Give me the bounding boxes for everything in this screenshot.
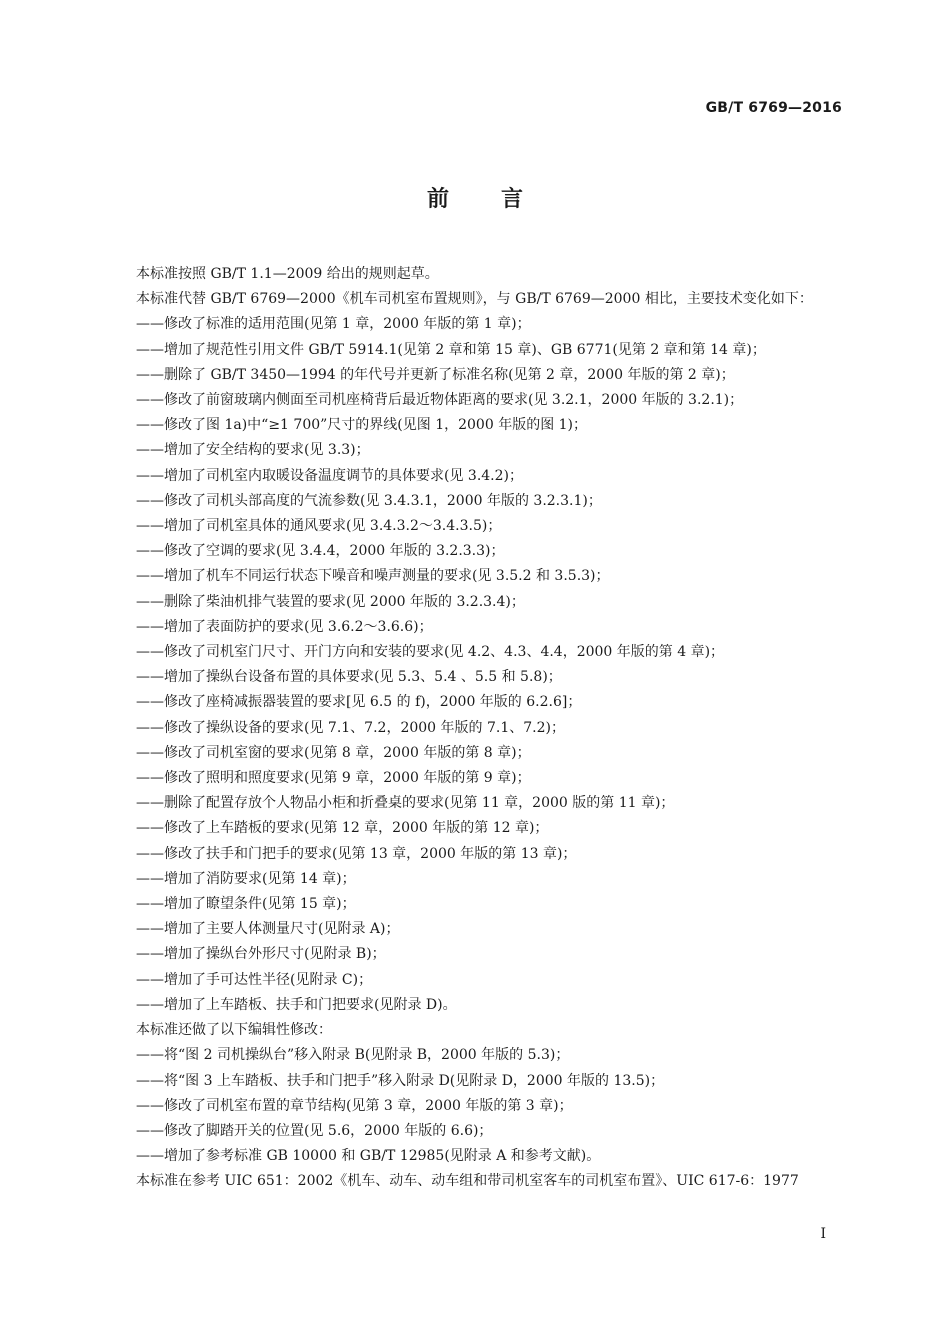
list-item: ——修改了脚踏开关的位置(见 5.6，2000 年版的 6.6)； [136,1122,493,1139]
page-title: 前言 [426,187,575,212]
list-item: ——修改了司机室布置的章节结构(见第 3 章，2000 年版的第 3 章)； [136,1097,573,1114]
list-item: ——增加了规范性引用文件 GB/T 5914.1(见第 2 章和第 15 章)、GB 6771(见第 2 章和第 14 章)； [136,341,766,358]
closing-paragraph: 本标准在参考 UIC 651：2002《机车、动车、动车组和带司机室客车的司机室布置》、UIC 617-6：1977 [136,1173,799,1190]
list-item: ——修改了图 1a)中“≥1 700”尺寸的界线(见图 1，2000 年版的图 1)； [136,417,588,434]
list-item: ——增加了上车踏板、扶手和门把要求(见附录 D)。 [136,996,457,1013]
paragraph-replacement: 本标准代替 GB/T 6769—2000《机车司机室布置规则》，与 GB/T 6769—2000 相比，主要技术变化如下： [136,291,813,308]
list-item: ——增加了操纵台外形尺寸(见附录 B)； [136,946,386,963]
list-item: ——增加了手可达性半径(见附录 C)； [136,971,373,988]
list-item: ——增加了司机室具体的通风要求(见 3.4.3.2～3.4.3.5)； [136,518,502,535]
list-item: ——增加了瞭望条件(见第 15 章)； [136,896,356,913]
list-item: ——修改了座椅减振器装置的要求[见 6.5 的 f)，2000 年版的 6.2.6]； [136,694,582,711]
list-item: ——修改了前窗玻璃内侧面至司机座椅背后最近物体距离的要求(见 3.2.1，2000 年版的 3.2.1)； [136,392,744,409]
list-item: ——修改了标准的适用范围(见第 1 章，2000 年版的第 1 章)； [136,316,531,333]
document-body [107,262,844,1195]
paragraph-drafting-rules: 本标准按照 GB/T 1.1—2009 给出的规则起草。 [136,266,439,282]
list-item: ——增加了机车不同运行状态下噪音和噪声测量的要求(见 3.5.2 和 3.5.3)； [136,568,610,585]
list-item: ——修改了照明和照度要求(见第 9 章，2000 年版的第 9 章)； [136,770,531,787]
list-item: ——修改了上车踏板的要求(见第 12 章，2000 年版的第 12 章)； [136,820,549,837]
list-item: ——增加了表面防护的要求(见 3.6.2～3.6.6)； [136,618,433,635]
list-item: ——增加了操纵台设备布置的具体要求(见 5.3、5.4 、5.5 和 5.8)； [136,669,562,686]
list-item: ——修改了扶手和门把手的要求(见第 13 章，2000 年版的第 13 章)； [136,845,577,862]
list-item: ——将“图 2 司机操纵台”移入附录 B(见附录 B，2000 年版的 5.3)； [136,1047,570,1064]
list-item: ——增加了消防要求(见第 14 章)； [136,870,356,887]
list-item: ——修改了司机室门尺寸、开门方向和安装的要求(见 4.2、4.3、4.4，2000 年版的第 4 章)； [136,644,725,661]
list-item: ——增加了安全结构的要求(见 3.3)； [136,442,370,459]
technical-changes-list [107,312,844,1018]
list-item: ——修改了操纵设备的要求(见 7.1、7.2，2000 年版的 7.1、7.2)； [136,719,565,736]
list-item: ——修改了空调的要求(见 3.4.4，2000 年版的 3.2.3.3)； [136,543,505,560]
list-item: ——删除了柴油机排气装置的要求(见 2000 年版的 3.2.3.4)； [136,593,525,610]
editorial-intro: 本标准还做了以下编辑性修改： [136,1022,332,1039]
list-item: ——增加了司机室内取暖设备温度调节的具体要求(见 3.4.2)； [136,467,523,484]
list-item: ——删除了配置存放个人物品小柜和折叠桌的要求(见第 11 章，2000 版的第 11 章)； [136,795,675,812]
list-item: ——修改了司机头部高度的气流参数(见 3.4.3.1，2000 年版的 3.2.3.1)； [136,492,602,509]
list-item: ——增加了主要人体测量尺寸(见附录 A)； [136,921,400,938]
page-number: I [820,1226,826,1242]
editorial-changes-list [107,1043,844,1169]
list-item: ——将“图 3 上车踏板、扶手和门把手”移入附录 D(见附录 D，2000 年版的 13.5)； [136,1072,665,1089]
list-item: ——修改了司机室窗的要求(见第 8 章，2000 年版的第 8 章)； [136,744,531,761]
list-item: ——删除了 GB/T 3450—1994 的年代号并更新了标准名称(见第 2 章，2000 年版的第 2 章)； [136,366,735,383]
list-item: ——增加了参考标准 GB 10000 和 GB/T 12985(见附录 A 和参考文献)。 [136,1148,601,1165]
standard-number: GB/T 6769—2016 [705,100,842,116]
